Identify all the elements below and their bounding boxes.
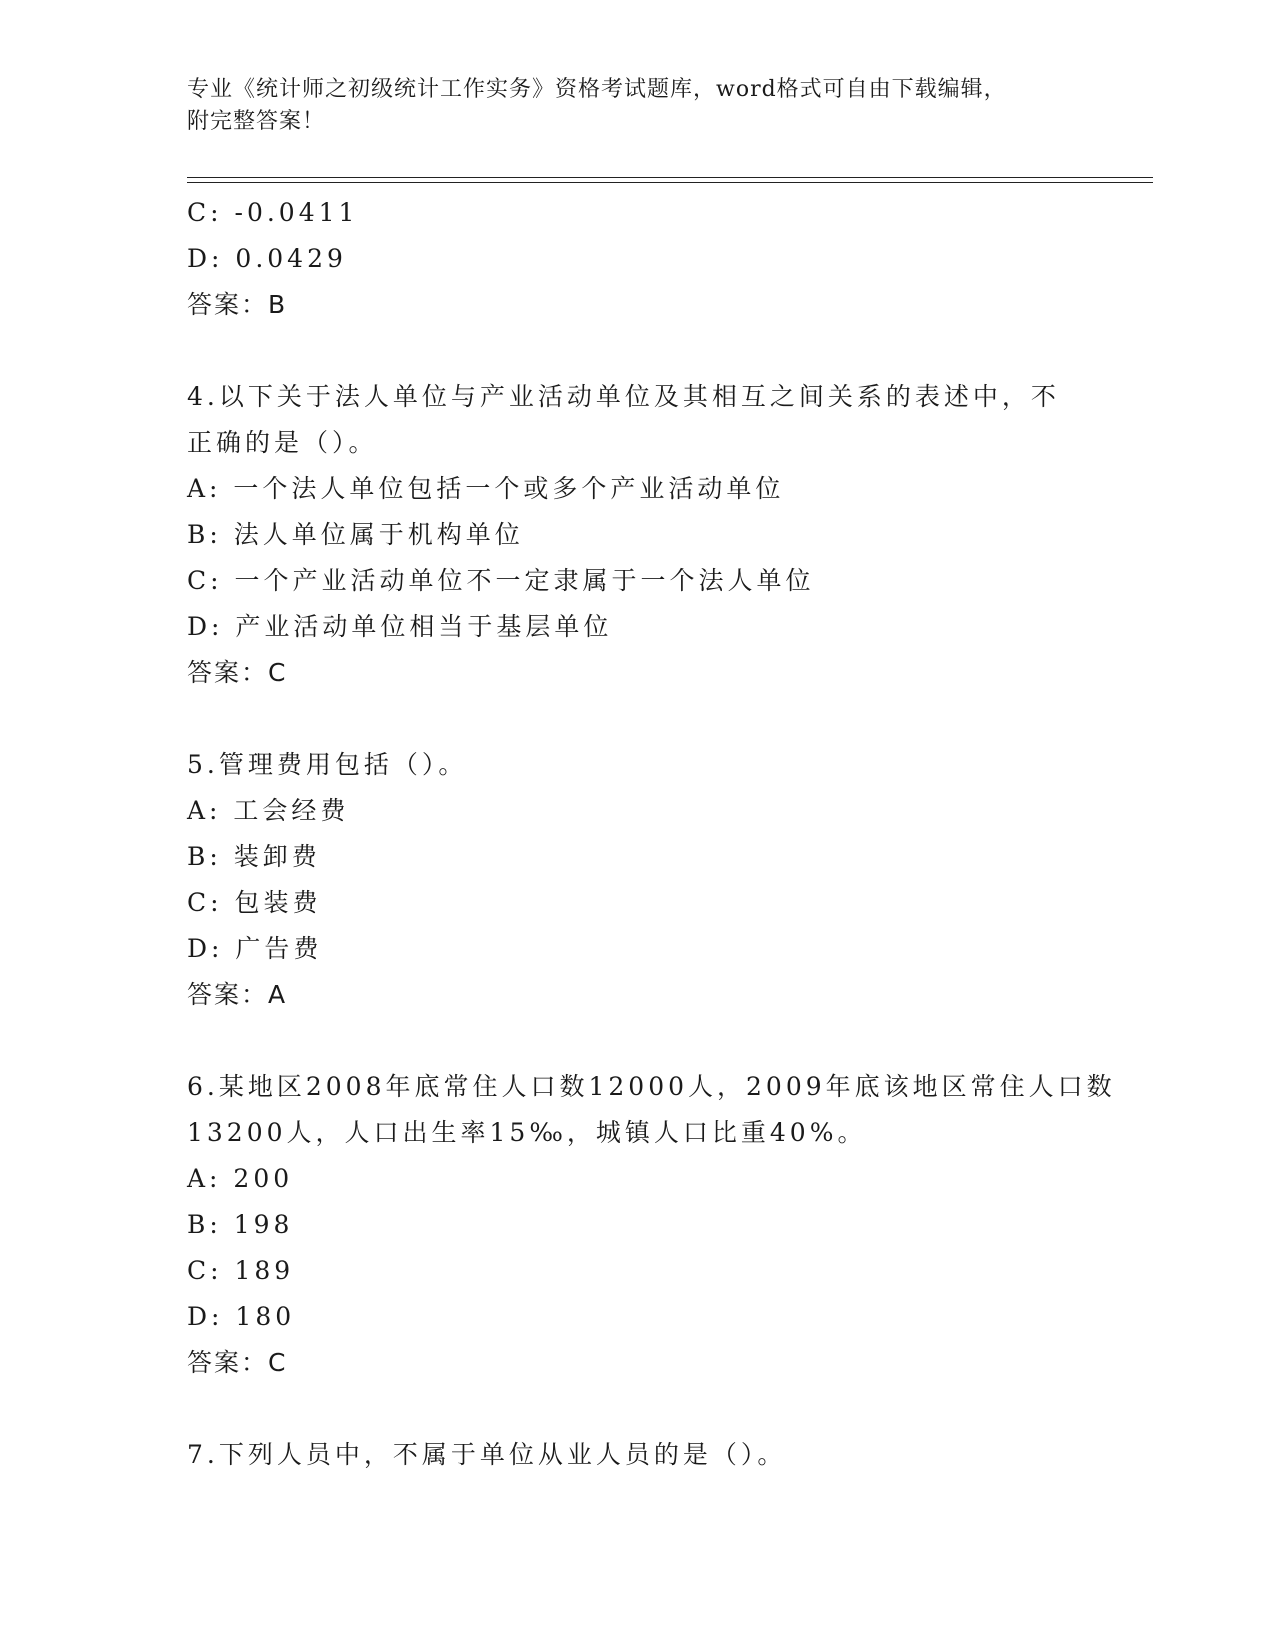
header-divider-bottom <box>187 182 1153 183</box>
header-divider-top <box>187 177 1153 178</box>
question-3-continued <box>187 190 1107 328</box>
option-d: D: 广告费 <box>187 934 323 963</box>
question-stem: 5.管理费用包括（）。 <box>187 750 468 779</box>
option-c: C: 189 <box>187 1256 295 1285</box>
question-stem: 6.某地区2008年底常住人口数12000人，2009年底该地区常住人口数 <box>187 1072 1116 1101</box>
answer-line: 答案：C <box>187 658 288 687</box>
option-a: A: 200 <box>187 1164 294 1193</box>
option-c: C: 一个产业活动单位不一定隶属于一个法人单位 <box>187 566 815 595</box>
option-a: A: 工会经费 <box>187 796 350 825</box>
document-header <box>187 74 1087 138</box>
header-line-2: 附完整答案！ <box>187 109 326 134</box>
answer-line: 答案：C <box>187 1348 288 1377</box>
option-a: A: 一个法人单位包括一个或多个产业活动单位 <box>187 474 785 503</box>
option-d: D: 产业活动单位相当于基层单位 <box>187 612 613 641</box>
option-d: D: 180 <box>187 1302 296 1331</box>
question-stem: 7.下列人员中，不属于单位从业人员的是（）。 <box>187 1440 787 1469</box>
question-stem: 正确的是（）。 <box>187 428 378 457</box>
option-c: C: 包装费 <box>187 888 322 917</box>
question-list <box>187 190 1116 1478</box>
question-stem: 13200人，人口出生率15‰，城镇人口比重40%。 <box>187 1118 867 1147</box>
question-7 <box>187 1432 1107 1478</box>
question-stem: 4.以下关于法人单位与产业活动单位及其相互之间关系的表述中，不 <box>187 382 1060 411</box>
question-6 <box>187 1064 1116 1386</box>
answer-line: 答案：B <box>187 290 288 319</box>
option-c: C: -0.0411 <box>187 198 359 227</box>
option-b: B: 198 <box>187 1210 294 1239</box>
option-b: B: 装卸费 <box>187 842 321 871</box>
header-line-1: 专业《统计师之初级统计工作实务》资格考试题库，word格式可自由下载编辑， <box>187 77 1007 102</box>
question-4 <box>187 374 1107 696</box>
question-5 <box>187 742 1107 1018</box>
answer-line: 答案：A <box>187 980 288 1009</box>
option-b: B: 法人单位属于机构单位 <box>187 520 524 549</box>
option-d: D: 0.0429 <box>187 244 347 273</box>
